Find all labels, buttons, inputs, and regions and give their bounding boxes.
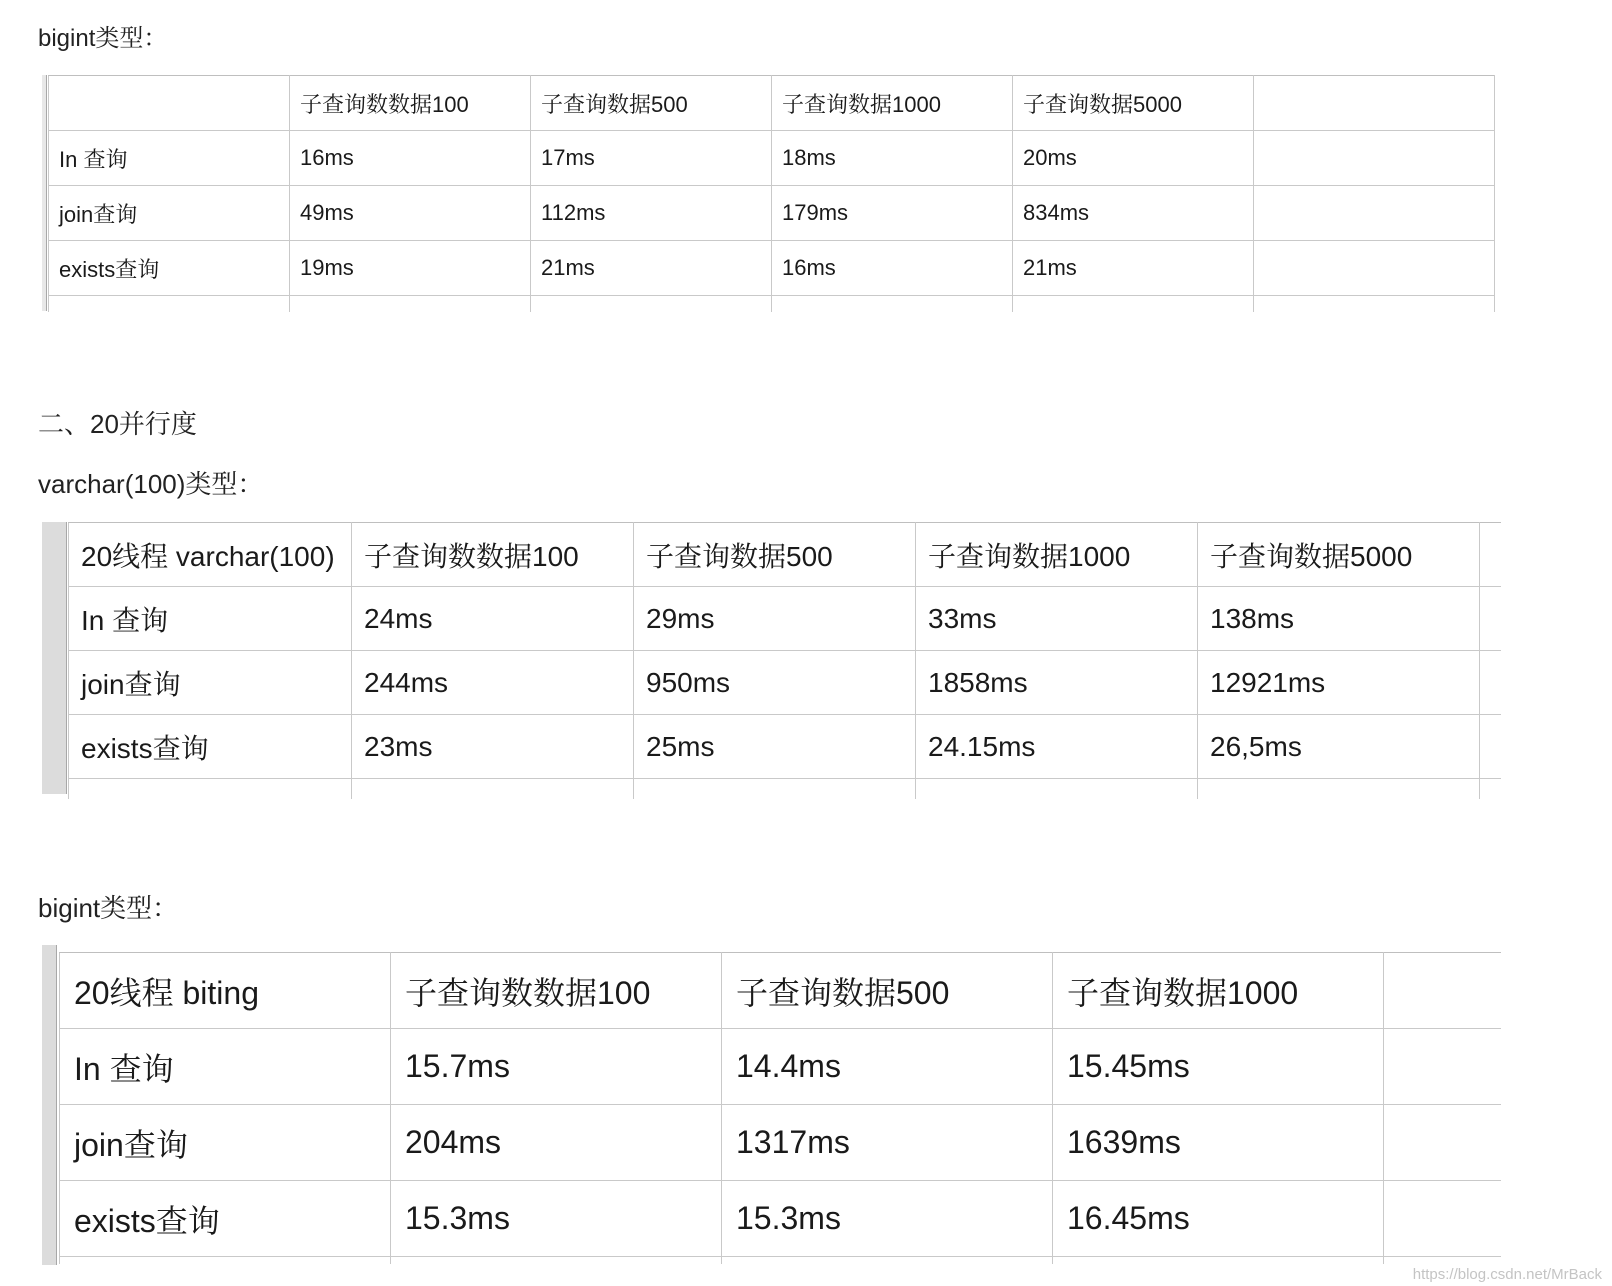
- table-row: [49, 131, 1495, 186]
- table-edge-bar: [42, 945, 57, 1265]
- table-header-row: [60, 953, 1501, 1029]
- empty-cell: [49, 296, 290, 313]
- header-cell: [1480, 523, 1501, 587]
- header-cell: 20线程 varchar(100): [69, 523, 352, 587]
- table-edge-bar: [42, 522, 67, 794]
- table-cell: 244ms: [352, 651, 634, 715]
- empty-cell: [1384, 1257, 1501, 1265]
- empty-cell: [69, 779, 352, 800]
- empty-cell: [722, 1257, 1053, 1265]
- results-table-varchar: [68, 522, 1501, 799]
- empty-cell: [60, 1257, 391, 1265]
- table-cell: [1254, 131, 1495, 186]
- table-cell: [1384, 1105, 1501, 1181]
- empty-cell: [531, 296, 772, 313]
- row-label-cell: join查询: [60, 1105, 391, 1181]
- empty-cell: [772, 296, 1013, 313]
- table-cell: 25ms: [634, 715, 916, 779]
- empty-cell: [634, 779, 916, 800]
- table-cell: [1254, 186, 1495, 241]
- table-cell: [1254, 241, 1495, 296]
- empty-cell: [1053, 1257, 1384, 1265]
- table-cell: 204ms: [391, 1105, 722, 1181]
- results-table-bigint-20: [59, 952, 1501, 1264]
- section-label-varchar: varchar(100)类型：: [38, 469, 264, 499]
- table-cell: 16ms: [290, 131, 531, 186]
- table-row: [69, 587, 1501, 651]
- table-cell: 14.4ms: [722, 1029, 1053, 1105]
- section-label-bigint-20: bigint类型：: [38, 893, 179, 923]
- table-row: [49, 186, 1495, 241]
- section-label-bigint: bigint类型：: [38, 25, 168, 52]
- header-cell: 子查询数数据100: [352, 523, 634, 587]
- empty-cell: [1013, 296, 1254, 313]
- table-cell: 1639ms: [1053, 1105, 1384, 1181]
- header-cell: [1254, 76, 1495, 131]
- header-cell: 子查询数据500: [722, 953, 1053, 1029]
- table-row: [60, 1029, 1501, 1105]
- empty-cell: [352, 779, 634, 800]
- row-label-cell: exists查询: [60, 1181, 391, 1257]
- table-cell: 21ms: [1013, 241, 1254, 296]
- table-cell: 49ms: [290, 186, 531, 241]
- header-cell: 子查询数据500: [531, 76, 772, 131]
- row-label-cell: exists查询: [69, 715, 352, 779]
- header-cell: 子查询数据1000: [1053, 953, 1384, 1029]
- table-cell: 16ms: [772, 241, 1013, 296]
- table-cell: 15.3ms: [391, 1181, 722, 1257]
- table-row: [69, 715, 1501, 779]
- header-cell: 子查询数据5000: [1198, 523, 1480, 587]
- table-cell: 179ms: [772, 186, 1013, 241]
- table-cell: 33ms: [916, 587, 1198, 651]
- section-title: 二、20并行度: [38, 409, 197, 439]
- table-cell: 26,5ms: [1198, 715, 1480, 779]
- empty-cell: [1198, 779, 1480, 800]
- table-edge-bar: [42, 75, 47, 311]
- empty-cell: [290, 296, 531, 313]
- empty-cell: [1480, 779, 1501, 800]
- table-cell: 1317ms: [722, 1105, 1053, 1181]
- table-cell: 112ms: [531, 186, 772, 241]
- header-cell: 子查询数数据100: [290, 76, 531, 131]
- header-cell: 子查询数据1000: [916, 523, 1198, 587]
- table-cell: [1480, 587, 1501, 651]
- results-table-bigint: [48, 75, 1495, 312]
- table-cell: 12921ms: [1198, 651, 1480, 715]
- table-cell: 24.15ms: [916, 715, 1198, 779]
- table-cell: 16.45ms: [1053, 1181, 1384, 1257]
- table-cell: 18ms: [772, 131, 1013, 186]
- table-cell: 23ms: [352, 715, 634, 779]
- header-cell: 子查询数据5000: [1013, 76, 1254, 131]
- table-row: [60, 1105, 1501, 1181]
- header-cell: 子查询数据500: [634, 523, 916, 587]
- header-cell: 子查询数数据100: [391, 953, 722, 1029]
- table-cell: [1480, 715, 1501, 779]
- table-cell: 19ms: [290, 241, 531, 296]
- table-cell: 15.3ms: [722, 1181, 1053, 1257]
- table-row: [69, 651, 1501, 715]
- empty-cell: [916, 779, 1198, 800]
- table-cell: 20ms: [1013, 131, 1254, 186]
- table-cell: 29ms: [634, 587, 916, 651]
- watermark: https://blog.csdn.net/MrBack: [1412, 1266, 1602, 1283]
- table-header-row: [49, 76, 1495, 131]
- table-cell: 21ms: [531, 241, 772, 296]
- row-label-cell: In 查询: [49, 131, 290, 186]
- header-cell: 子查询数据1000: [772, 76, 1013, 131]
- table-cell: 24ms: [352, 587, 634, 651]
- table-row-partial: [60, 1257, 1501, 1265]
- table-header-row: [69, 523, 1501, 587]
- table-cell: 950ms: [634, 651, 916, 715]
- row-label-cell: In 查询: [69, 587, 352, 651]
- table-cell: 15.45ms: [1053, 1029, 1384, 1105]
- table-cell: 138ms: [1198, 587, 1480, 651]
- table-cell: 1858ms: [916, 651, 1198, 715]
- table-row: [49, 241, 1495, 296]
- table-cell: 15.7ms: [391, 1029, 722, 1105]
- table-cell: 17ms: [531, 131, 772, 186]
- header-cell: [1384, 953, 1501, 1029]
- empty-cell: [391, 1257, 722, 1265]
- table-cell: [1480, 651, 1501, 715]
- table-cell: [1384, 1029, 1501, 1105]
- table-row-partial: [69, 779, 1501, 800]
- row-label-cell: join查询: [49, 186, 290, 241]
- row-label-cell: exists查询: [49, 241, 290, 296]
- table-cell: [1384, 1181, 1501, 1257]
- row-label-cell: join查询: [69, 651, 352, 715]
- table-cell: 834ms: [1013, 186, 1254, 241]
- header-cell: 20线程 biting: [60, 953, 391, 1029]
- header-cell: [49, 76, 290, 131]
- table-row-partial: [49, 296, 1495, 313]
- table-row: [60, 1181, 1501, 1257]
- empty-cell: [1254, 296, 1495, 313]
- row-label-cell: In 查询: [60, 1029, 391, 1105]
